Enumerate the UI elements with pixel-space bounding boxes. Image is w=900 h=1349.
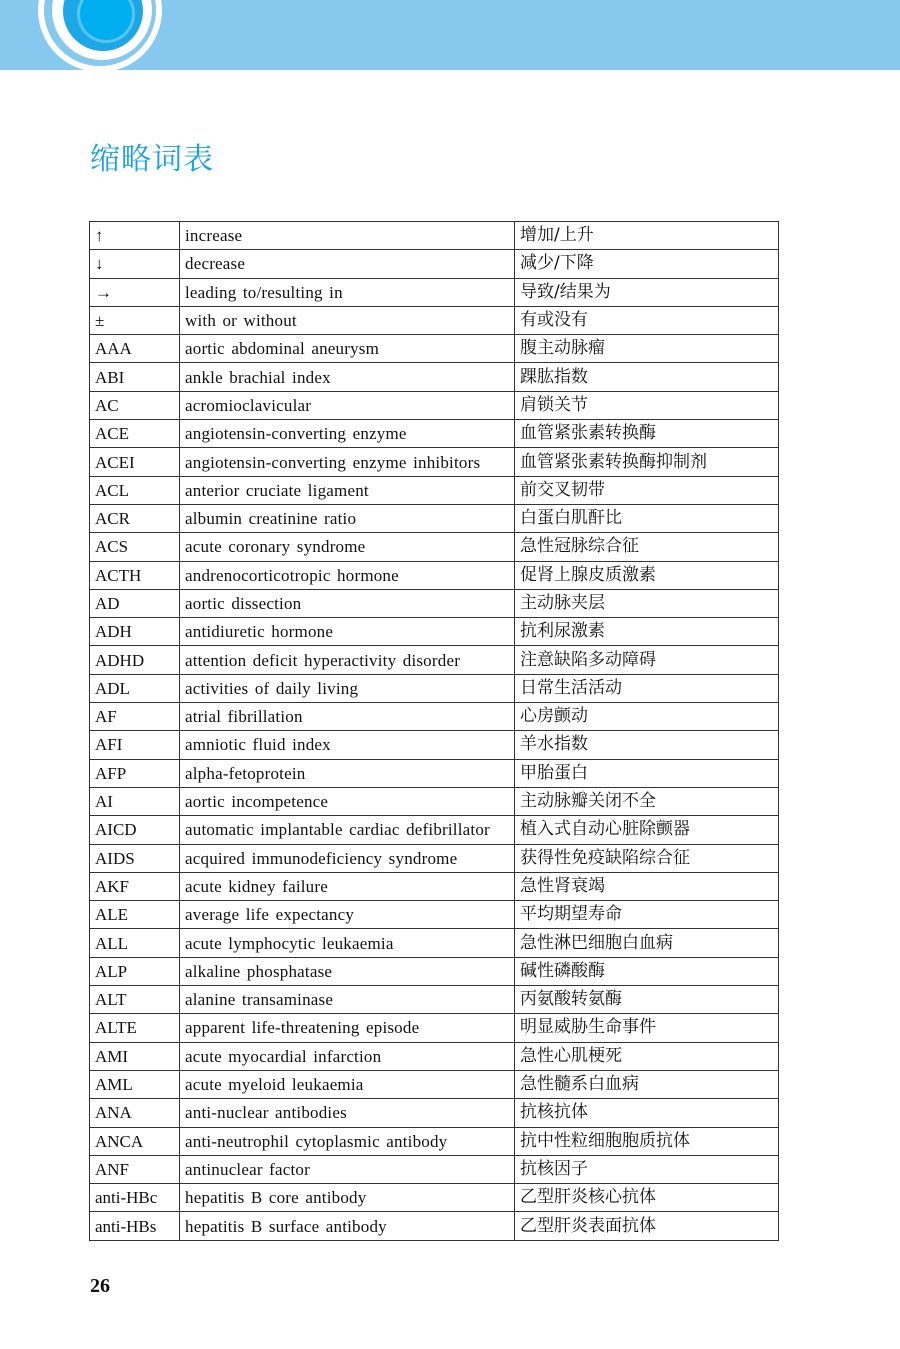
abbreviation-cell: ACS [90,533,180,561]
table-row [90,1212,779,1240]
abbreviation-cell: ACL [90,476,180,504]
table-row [90,363,779,391]
english-term-cell: aortic dissection [180,589,515,617]
english-term-cell: acute kidney failure [180,872,515,900]
abbreviation-cell: ALE [90,901,180,929]
table-row [90,957,779,985]
english-term-cell: anterior cruciate ligament [180,476,515,504]
english-term-cell: alpha-fetoprotein [180,759,515,787]
abbreviation-cell: AF [90,703,180,731]
table-row [90,561,779,589]
chinese-term-cell: 抗核抗体 [515,1099,779,1127]
english-term-cell: albumin creatinine ratio [180,504,515,532]
table-row [90,533,779,561]
chinese-term-cell: 血管紧张素转换酶 [515,420,779,448]
abbreviation-cell: AC [90,391,180,419]
table-row [90,1099,779,1127]
abbreviation-cell: ACR [90,504,180,532]
abbreviation-cell: ACE [90,420,180,448]
table-row [90,816,779,844]
table-row [90,1127,779,1155]
english-term-cell: alkaline phosphatase [180,957,515,985]
english-term-cell: angiotensin-converting enzyme inhibitors [180,448,515,476]
table-row [90,420,779,448]
chinese-term-cell: 明显威胁生命事件 [515,1014,779,1042]
table-row [90,306,779,334]
chinese-term-cell: 甲胎蛋白 [515,759,779,787]
english-term-cell: with or without [180,306,515,334]
chinese-term-cell: 急性冠脉综合征 [515,533,779,561]
chinese-term-cell: 碱性磷酸酶 [515,957,779,985]
english-term-cell: acute lymphocytic leukaemia [180,929,515,957]
abbreviation-cell: ADL [90,674,180,702]
chinese-term-cell: 获得性免疫缺陷综合征 [515,844,779,872]
chinese-term-cell: 羊水指数 [515,731,779,759]
english-term-cell: anti-neutrophil cytoplasmic antibody [180,1127,515,1155]
abbreviation-cell: AICD [90,816,180,844]
abbreviation-cell: ACEI [90,448,180,476]
english-term-cell: acute coronary syndrome [180,533,515,561]
english-term-cell: increase [180,222,515,250]
english-term-cell: acquired immunodeficiency syndrome [180,844,515,872]
abbreviation-cell: AKF [90,872,180,900]
table-row [90,589,779,617]
header-band [0,0,900,70]
chinese-term-cell: 心房颤动 [515,703,779,731]
chinese-term-cell: 腹主动脉瘤 [515,335,779,363]
table-row [90,448,779,476]
chinese-term-cell: 促肾上腺皮质激素 [515,561,779,589]
table-row [90,986,779,1014]
chinese-term-cell: 减少/下降 [515,250,779,278]
english-term-cell: andrenocorticotropic hormone [180,561,515,589]
abbreviation-cell: ANCA [90,1127,180,1155]
table-row [90,787,779,815]
table-row [90,1070,779,1098]
chinese-term-cell: 乙型肝炎表面抗体 [515,1212,779,1240]
abbreviation-cell: AFI [90,731,180,759]
chinese-term-cell: 日常生活活动 [515,674,779,702]
abbreviation-cell: ↑ [90,222,180,250]
abbreviation-table-body [90,222,779,1241]
abbreviation-cell: AFP [90,759,180,787]
chinese-term-cell: 踝肱指数 [515,363,779,391]
table-row [90,222,779,250]
english-term-cell: anti-nuclear antibodies [180,1099,515,1127]
english-term-cell: attention deficit hyperactivity disorder [180,646,515,674]
english-term-cell: apparent life-threatening episode [180,1014,515,1042]
table-row [90,1014,779,1042]
english-term-cell: antidiuretic hormone [180,618,515,646]
table-row [90,618,779,646]
table-row [90,335,779,363]
chinese-term-cell: 主动脉瓣关闭不全 [515,787,779,815]
table-row [90,391,779,419]
table-row [90,1042,779,1070]
chinese-term-cell: 增加/上升 [515,222,779,250]
table-row [90,1184,779,1212]
abbreviation-cell: ADH [90,618,180,646]
english-term-cell: aortic abdominal aneurysm [180,335,515,363]
abbreviation-cell: ALL [90,929,180,957]
table-row [90,901,779,929]
table-row [90,759,779,787]
chinese-term-cell: 血管紧张素转换酶抑制剂 [515,448,779,476]
english-term-cell: amniotic fluid index [180,731,515,759]
table-row [90,476,779,504]
chinese-term-cell: 乙型肝炎核心抗体 [515,1184,779,1212]
english-term-cell: antinuclear factor [180,1155,515,1183]
abbreviation-cell: ALT [90,986,180,1014]
abbreviation-cell: anti-HBc [90,1184,180,1212]
english-term-cell: angiotensin-converting enzyme [180,420,515,448]
abbreviation-cell: ACTH [90,561,180,589]
chinese-term-cell: 急性淋巴细胞白血病 [515,929,779,957]
english-term-cell: automatic implantable cardiac defibrillator [180,816,515,844]
abbreviation-cell: ALP [90,957,180,985]
chinese-term-cell: 注意缺陷多动障碍 [515,646,779,674]
abbreviation-cell: ALTE [90,1014,180,1042]
english-term-cell: leading to/resulting in [180,278,515,306]
chinese-term-cell: 白蛋白肌酐比 [515,504,779,532]
english-term-cell: hepatitis B surface antibody [180,1212,515,1240]
abbreviation-cell: ADHD [90,646,180,674]
chinese-term-cell: 抗利尿激素 [515,618,779,646]
page-title: 缩略词表 [90,142,214,177]
chinese-term-cell: 平均期望寿命 [515,901,779,929]
chinese-term-cell: 急性肾衰竭 [515,872,779,900]
table-row [90,929,779,957]
english-term-cell: aortic incompetence [180,787,515,815]
english-term-cell: decrease [180,250,515,278]
table-row [90,250,779,278]
english-term-cell: average life expectancy [180,901,515,929]
abbreviation-cell: AI [90,787,180,815]
table-row [90,504,779,532]
abbreviation-cell: ANA [90,1099,180,1127]
abbreviation-cell: ↓ [90,250,180,278]
abbreviation-cell: ± [90,306,180,334]
abbreviation-cell: AML [90,1070,180,1098]
table-row [90,703,779,731]
english-term-cell: atrial fibrillation [180,703,515,731]
table-row [90,674,779,702]
english-term-cell: activities of daily living [180,674,515,702]
english-term-cell: alanine transaminase [180,986,515,1014]
chinese-term-cell: 有或没有 [515,306,779,334]
chinese-term-cell: 急性髓系白血病 [515,1070,779,1098]
chinese-term-cell: 肩锁关节 [515,391,779,419]
chinese-term-cell: 抗核因子 [515,1155,779,1183]
abbreviation-cell: → [90,278,180,306]
abbreviation-cell: AMI [90,1042,180,1070]
abbreviation-cell: ABI [90,363,180,391]
chinese-term-cell: 导致/结果为 [515,278,779,306]
abbreviation-cell: AIDS [90,844,180,872]
table-row [90,872,779,900]
chinese-term-cell: 植入式自动心脏除颤器 [515,816,779,844]
english-term-cell: hepatitis B core antibody [180,1184,515,1212]
abbreviation-cell: AD [90,589,180,617]
chinese-term-cell: 抗中性粒细胞胞质抗体 [515,1127,779,1155]
abbreviation-cell: AAA [90,335,180,363]
table-row [90,646,779,674]
page-number: 26 [90,1275,110,1297]
english-term-cell: acromioclavicular [180,391,515,419]
english-term-cell: acute myocardial infarction [180,1042,515,1070]
table-row [90,731,779,759]
table-row [90,1155,779,1183]
table-row [90,844,779,872]
abbreviation-cell: anti-HBs [90,1212,180,1240]
chinese-term-cell: 主动脉夹层 [515,589,779,617]
chinese-term-cell: 急性心肌梗死 [515,1042,779,1070]
english-term-cell: acute myeloid leukaemia [180,1070,515,1098]
table-row [90,278,779,306]
chinese-term-cell: 丙氨酸转氨酶 [515,986,779,1014]
abbreviation-cell: ANF [90,1155,180,1183]
abbreviation-table [89,221,779,1241]
chinese-term-cell: 前交叉韧带 [515,476,779,504]
english-term-cell: ankle brachial index [180,363,515,391]
